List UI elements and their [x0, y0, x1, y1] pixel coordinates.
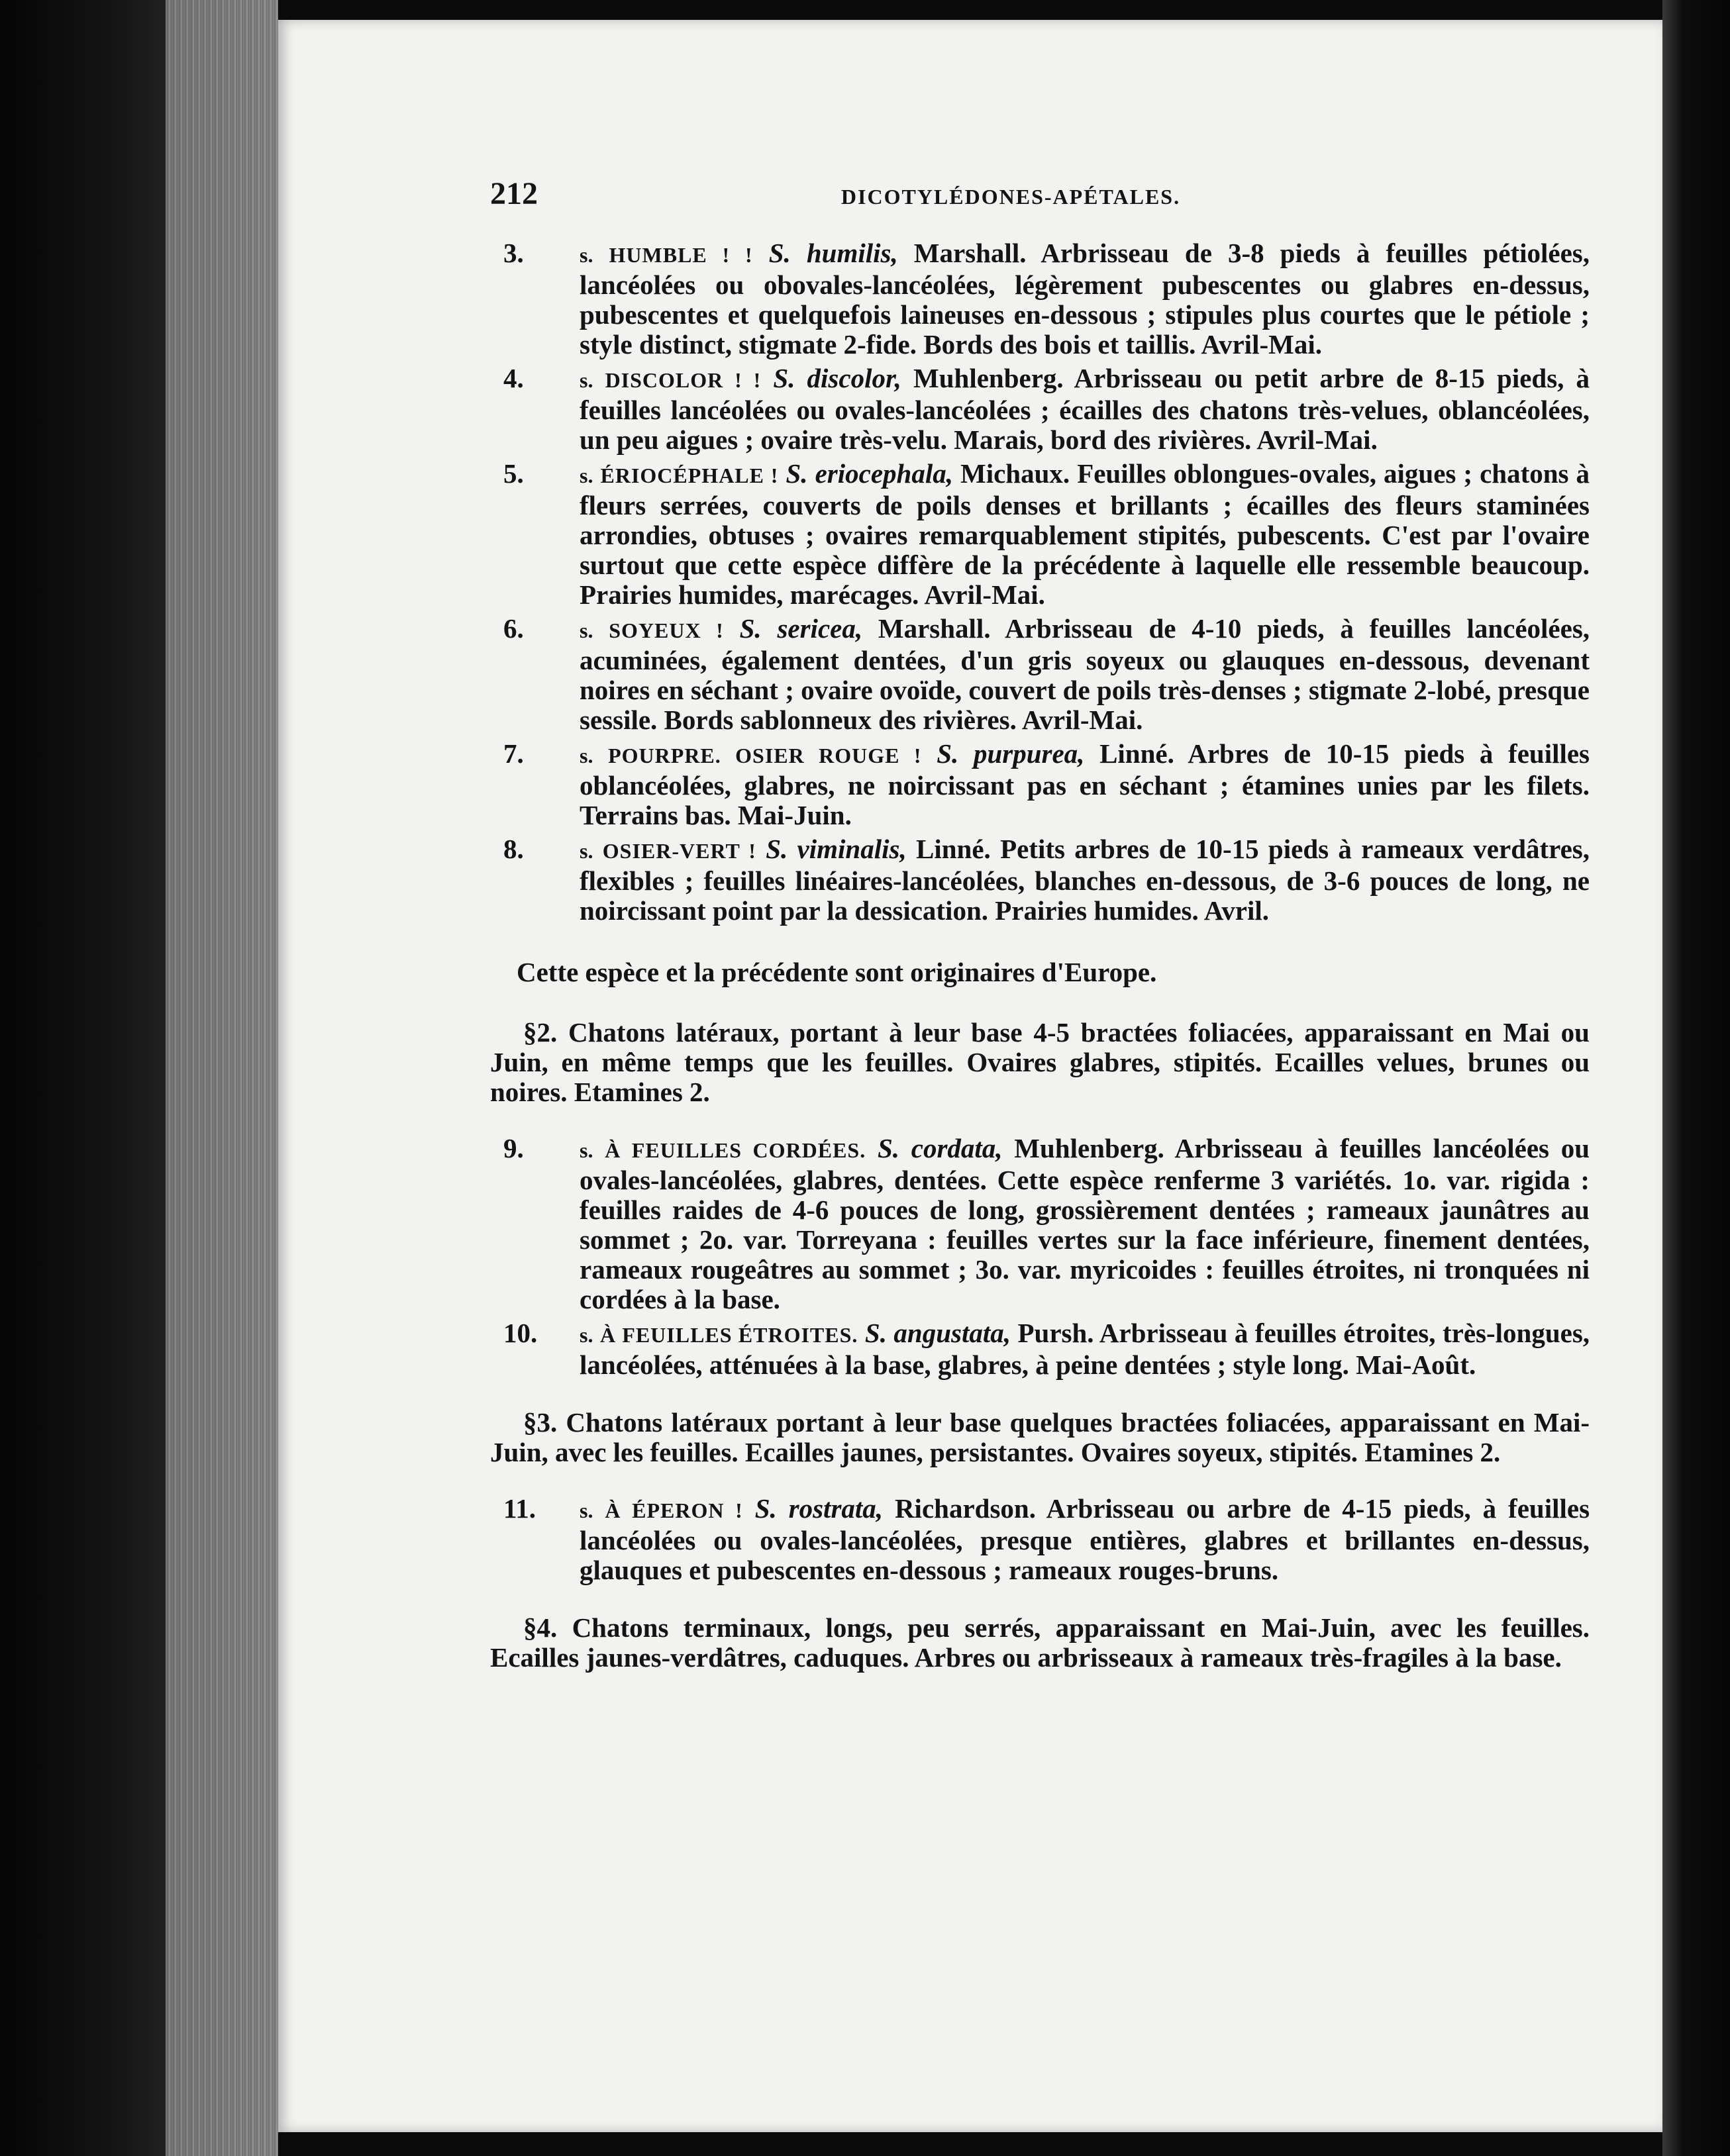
entry-description: Richardson. Arbrisseau ou arbre de 4-15 pieds, à feuilles lancéolées ou ovales-lancéolées, presque entières, glabres et brillantes en-dessus, glauques et pubescentes en-dessous ; rameaux rouges-bruns. — [580, 1493, 1590, 1585]
entry-genus: s. — [580, 618, 593, 642]
section-3-heading: §3. Chatons latéraux portant à leur base quelques bractées foliacées, apparaissant en Mai-Juin, avec les feuilles. Ecailles jaunes, persistantes. Ovaires soyeux, stipités. Etamines 2. — [490, 1407, 1590, 1467]
entry-scientific-name: S. viminalis, — [766, 834, 907, 864]
entry-description: Marshall. Arbrisseau de 3-8 pieds à feuilles pétiolées, lancéolées ou obovales-lancéolées, légèrement pubescentes ou glabres en-dessus, pubescentes et quelquefois laineuses en-dessous ; stipules plus courtes que le pétiole ; style distinct, stigmate 2-fide. Bords des bois et taillis. Avril-Mai. — [580, 238, 1590, 360]
entry-description: Pursh. Arbrisseau à feuilles étroites, très-longues, lancéolées, atténuées à la base, glabres, à peine dentées ; style long. Mai-Août. — [580, 1318, 1590, 1380]
running-head: DICOTYLÉDONES-APÉTALES. — [840, 185, 1181, 209]
page-content — [490, 176, 1590, 1699]
section-2-heading: §2. Chatons latéraux, portant à leur base 4-5 bractées foliacées, apparaissant en Mai ou Juin, en même temps que les feuilles. Ovaires glabres, stipités. Ecailles velues, brunes ou noires. Etamines 2. — [490, 1017, 1590, 1107]
species-entry — [490, 364, 1590, 455]
species-entry — [490, 834, 1590, 926]
right-margin-shadow — [1662, 0, 1730, 2156]
entry-description: Muhlenberg. Arbrisseau ou petit arbre de 8-15 pieds, à feuilles lancéolées ou ovales-lancéolées ; écailles des chatons très-velues, oblancéolées, un peu aigues ; ovaire très-velu. Marais, bord des rivières. Avril-Mai. — [580, 363, 1590, 455]
entry-description: Linné. Arbres de 10-15 pieds à feuilles oblancéolées, glabres, ne noircissant pas en séchant ; étamines unies par les filets. Terrains bas. Mai-Juin. — [580, 738, 1590, 830]
entry-genus: s. — [580, 243, 593, 267]
entry-genus: s. — [580, 464, 593, 487]
entry-common-name: SOYEUX ! — [609, 618, 724, 642]
section-4-heading: §4. Chatons terminaux, longs, peu serrés, apparaissant en Mai-Juin, avec les feuilles. Ecailles jaunes-verdâtres, caduques. Arbres ou arbrisseaux à rameaux très-fragiles à la base. — [490, 1612, 1590, 1673]
note-europe: Cette espèce et la précédente sont originaires d'Europe. — [517, 957, 1157, 987]
entry-common-name: HUMBLE ! ! — [609, 243, 753, 267]
entry-genus: s. — [580, 839, 593, 863]
species-entry — [490, 1318, 1590, 1380]
entry-scientific-name: S. angustata, — [864, 1318, 1011, 1348]
entry-number: 11. — [503, 1493, 536, 1524]
species-entry — [490, 1494, 1590, 1585]
entry-common-name: DISCOLOR ! ! — [605, 368, 762, 392]
entry-common-name: ÉRIOCÉPHALE ! — [600, 464, 779, 487]
entry-genus: s. — [580, 1323, 593, 1347]
species-entry — [490, 459, 1590, 610]
entry-common-name: OSIER-VERT ! — [602, 839, 756, 863]
entry-number: 9. — [503, 1133, 524, 1163]
entry-number: 7. — [503, 738, 524, 769]
species-entry — [490, 739, 1590, 830]
entry-number: 5. — [503, 458, 524, 489]
entry-genus: s. — [580, 744, 593, 767]
entry-scientific-name: S. eriocephala, — [786, 458, 953, 489]
entry-common-name: POURPRE. OSIER ROUGE ! — [608, 744, 922, 767]
entry-number: 10. — [503, 1318, 538, 1348]
page-header — [490, 176, 1590, 212]
book-page — [278, 20, 1662, 2132]
page-number: 212 — [490, 176, 538, 211]
entries-group-c — [490, 1494, 1590, 1585]
entry-scientific-name: S. sericea, — [739, 613, 863, 644]
species-entry — [490, 238, 1590, 360]
entry-number: 6. — [503, 613, 524, 644]
species-entry — [490, 614, 1590, 735]
entry-description: Muhlenberg. Arbrisseau à feuilles lancéolées ou ovales-lancéolées, glabres, dentées. Cette espèce renferme 3 variétés. 1o. var. rigida : feuilles raides de 4-6 pouces de long, grossièrement dentées ; rameaux jaunâtres au sommet ; 2o. var. Torreyana : feuilles vertes sur la face inférieure, finement dentées, rameaux rougeâtres au sommet ; 3o. var. myricoides : feuilles étroites, ni tronquées ni cordées à la base. — [580, 1133, 1590, 1314]
entries-group-a — [490, 238, 1590, 926]
entry-description: Marshall. Arbrisseau de 4-10 pieds, à feuilles lancéolées, acuminées, également dentées, d'un gris soyeux ou glauques en-dessous, devenant noires en séchant ; ovaire ovoïde, couvert de poils très-denses ; stigmate 2-lobé, presque sessile. Bords sablonneux des rivières. Avril-Mai. — [580, 613, 1590, 735]
entry-number: 4. — [503, 363, 524, 393]
entry-genus: s. — [580, 1498, 593, 1522]
entry-common-name: À FEUILLES CORDÉES. — [605, 1138, 866, 1162]
entries-group-b — [490, 1134, 1590, 1380]
entry-scientific-name: S. rostrata, — [754, 1493, 884, 1524]
entry-common-name: À ÉPERON ! — [605, 1498, 743, 1522]
entry-scientific-name: S. discolor, — [773, 363, 901, 393]
page-stack-edge — [166, 0, 278, 2156]
entry-description: Michaux. Feuilles oblongues-ovales, aigues ; chatons à fleurs serrées, couverts de poils denses et brillants ; écailles des fleurs staminées arrondies, obtuses ; ovaires remarquablement stipités, pubescents. C'est par l'ovaire surtout que cette espèce diffère de la précédente à laquelle elle ressemble beaucoup. Prairies humides, marécages. Avril-Mai. — [580, 458, 1590, 610]
entry-description: Linné. Petits arbres de 10-15 pieds à rameaux verdâtres, flexibles ; feuilles linéaires-lancéolées, blanches en-dessous, de 3-6 pouces de long, ne noircissant point par la dessication. Prairies humides. Avril. — [580, 834, 1590, 926]
entry-genus: s. — [580, 1138, 593, 1162]
entry-common-name: À FEUILLES ÉTROITES. — [599, 1323, 858, 1347]
entry-genus: s. — [580, 368, 593, 392]
entry-number: 8. — [503, 834, 524, 864]
entry-scientific-name: S. purpurea, — [937, 738, 1085, 769]
entry-number: 3. — [503, 238, 524, 268]
entry-scientific-name: S. humilis, — [768, 238, 898, 268]
entry-scientific-name: S. cordata, — [877, 1133, 1003, 1163]
species-entry — [490, 1134, 1590, 1314]
